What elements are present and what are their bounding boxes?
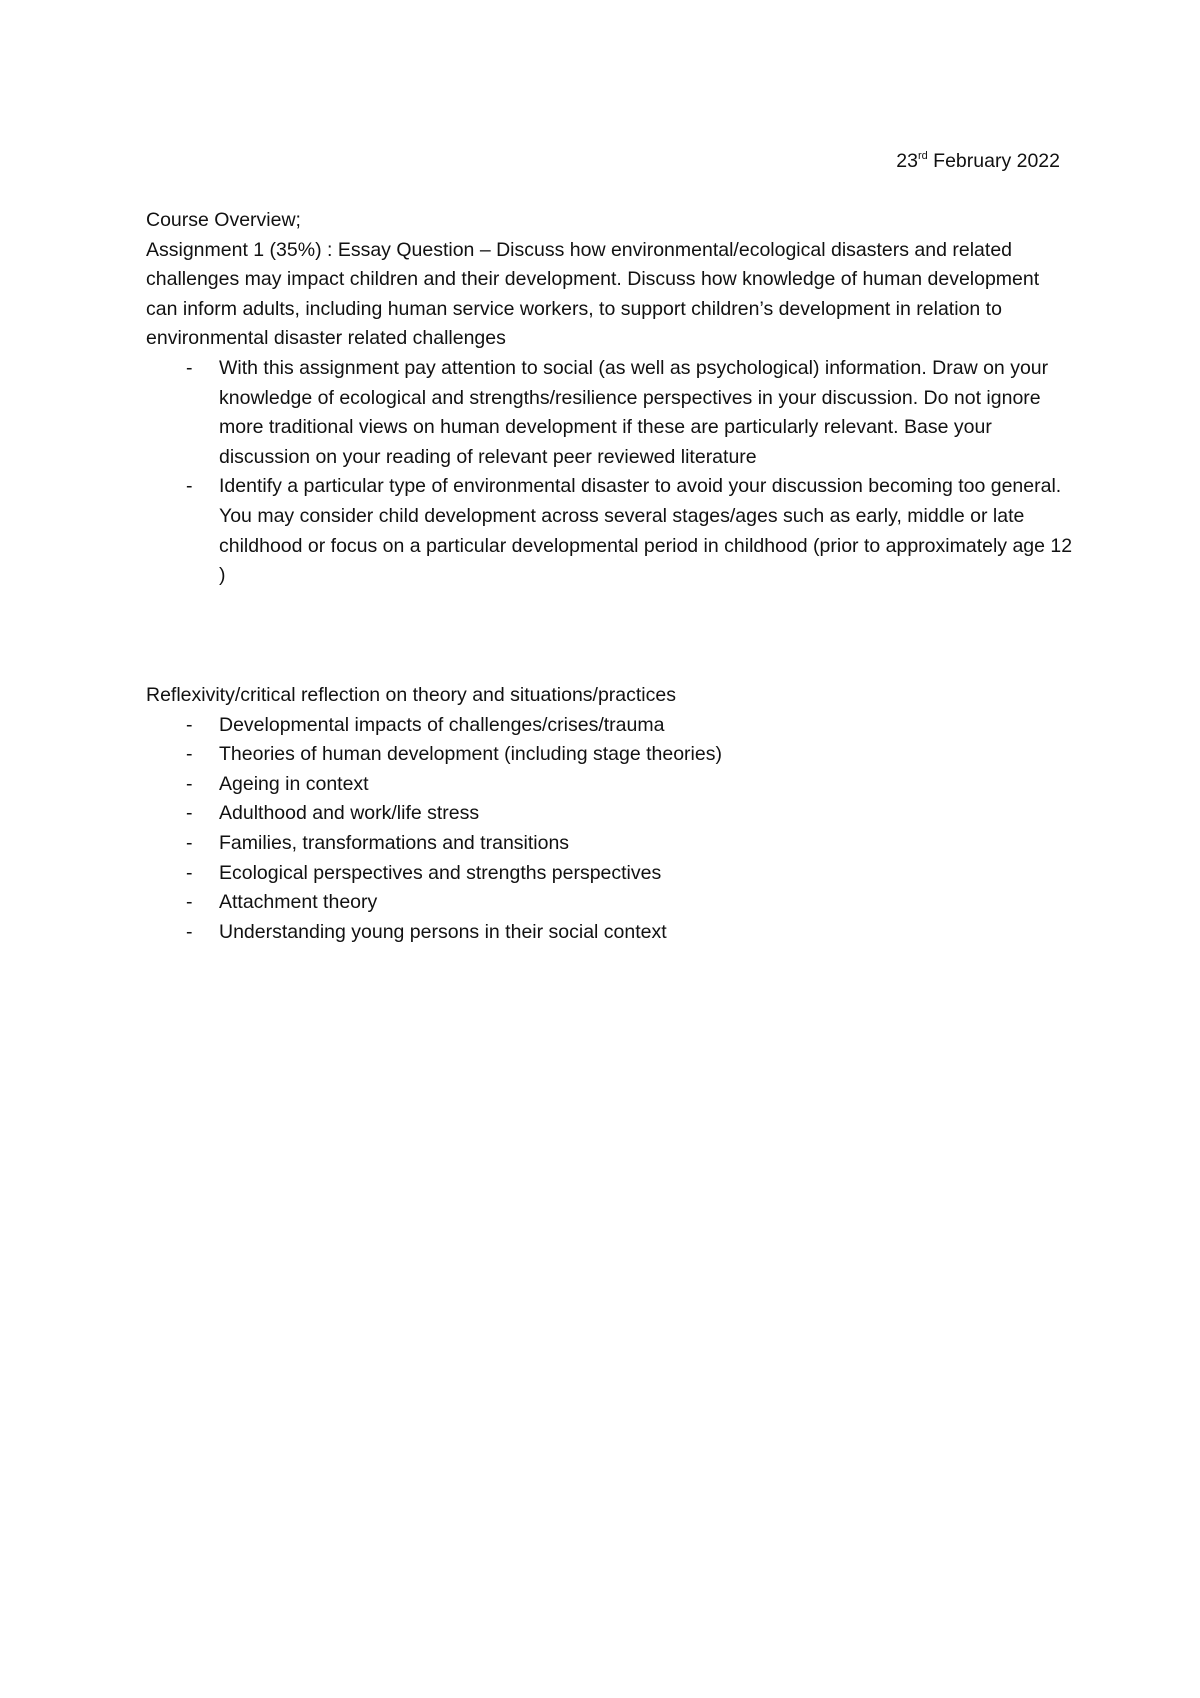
dash-bullet: - [186,356,193,379]
assignment-description: Assignment 1 (35%) : Essay Question – Discuss how environmental/ecological disasters and related challenges may impact children and their development. Discuss how knowledge of human development can inform adults, including human service workers, to support children’s development in relation to environmental disaster related challenges [146,238,1040,350]
dash-bullet: - [186,861,193,884]
reflexivity-heading: Reflexivity/critical reflection on theory and situations/practices [146,684,676,706]
dash-bullet: - [186,802,193,825]
dash-bullet: - [186,920,193,943]
list-item [146,799,1076,829]
dash-bullet: - [186,743,193,766]
date-month-year: February 2022 [927,150,1060,172]
list-item-text: Families, transformations and transitions [219,831,570,854]
list-item-text: Attachment theory [219,891,378,914]
topics-list [146,711,1076,948]
list-item-text: Ecological perspectives and strengths perspectives [219,861,662,884]
list-item [146,888,1076,918]
list-item-text: Understanding young persons in their social context [219,920,667,943]
dash-bullet: - [186,475,193,498]
course-overview-section [146,206,1076,591]
document-date [896,147,1060,177]
list-item [146,770,1076,800]
list-item [146,740,1076,770]
dash-bullet: - [186,772,193,795]
course-overview-heading: Course Overview; [146,209,301,231]
list-item [146,354,1076,472]
list-item-text: With this assignment pay attention to social (as well as psychological) information. Draw on your knowledge of ecological and strengths/resilience perspectives in your discussion. Do not ignore more traditional views on human development if these are particularly relevant. Base your discussion on your reading of relevant peer reviewed literature [219,356,1049,468]
reflexivity-section [146,681,1076,947]
dash-bullet: - [186,891,193,914]
list-item-text: Identify a particular type of environmental disaster to avoid your discussion becoming too general. You may consider child development across several stages/ages such as early, middle or late childhood or focus on a particular developmental period in childhood (prior to approximately age 12 ) [219,475,1073,587]
date-day: 23 [896,150,918,172]
list-item [146,711,1076,741]
list-item [146,829,1076,859]
list-item-text: Ageing in context [219,772,369,795]
list-item-text: Adulthood and work/life stress [219,802,480,825]
list-item [146,918,1076,948]
list-item [146,472,1076,590]
dash-bullet: - [186,713,193,736]
dash-bullet: - [186,831,193,854]
assignment-guidance-list [146,354,1076,591]
list-item-text: Theories of human development (including stage theories) [219,743,722,766]
date-ordinal-suffix: rd [917,150,928,162]
list-item [146,859,1076,889]
list-item-text: Developmental impacts of challenges/crises/trauma [219,713,665,736]
